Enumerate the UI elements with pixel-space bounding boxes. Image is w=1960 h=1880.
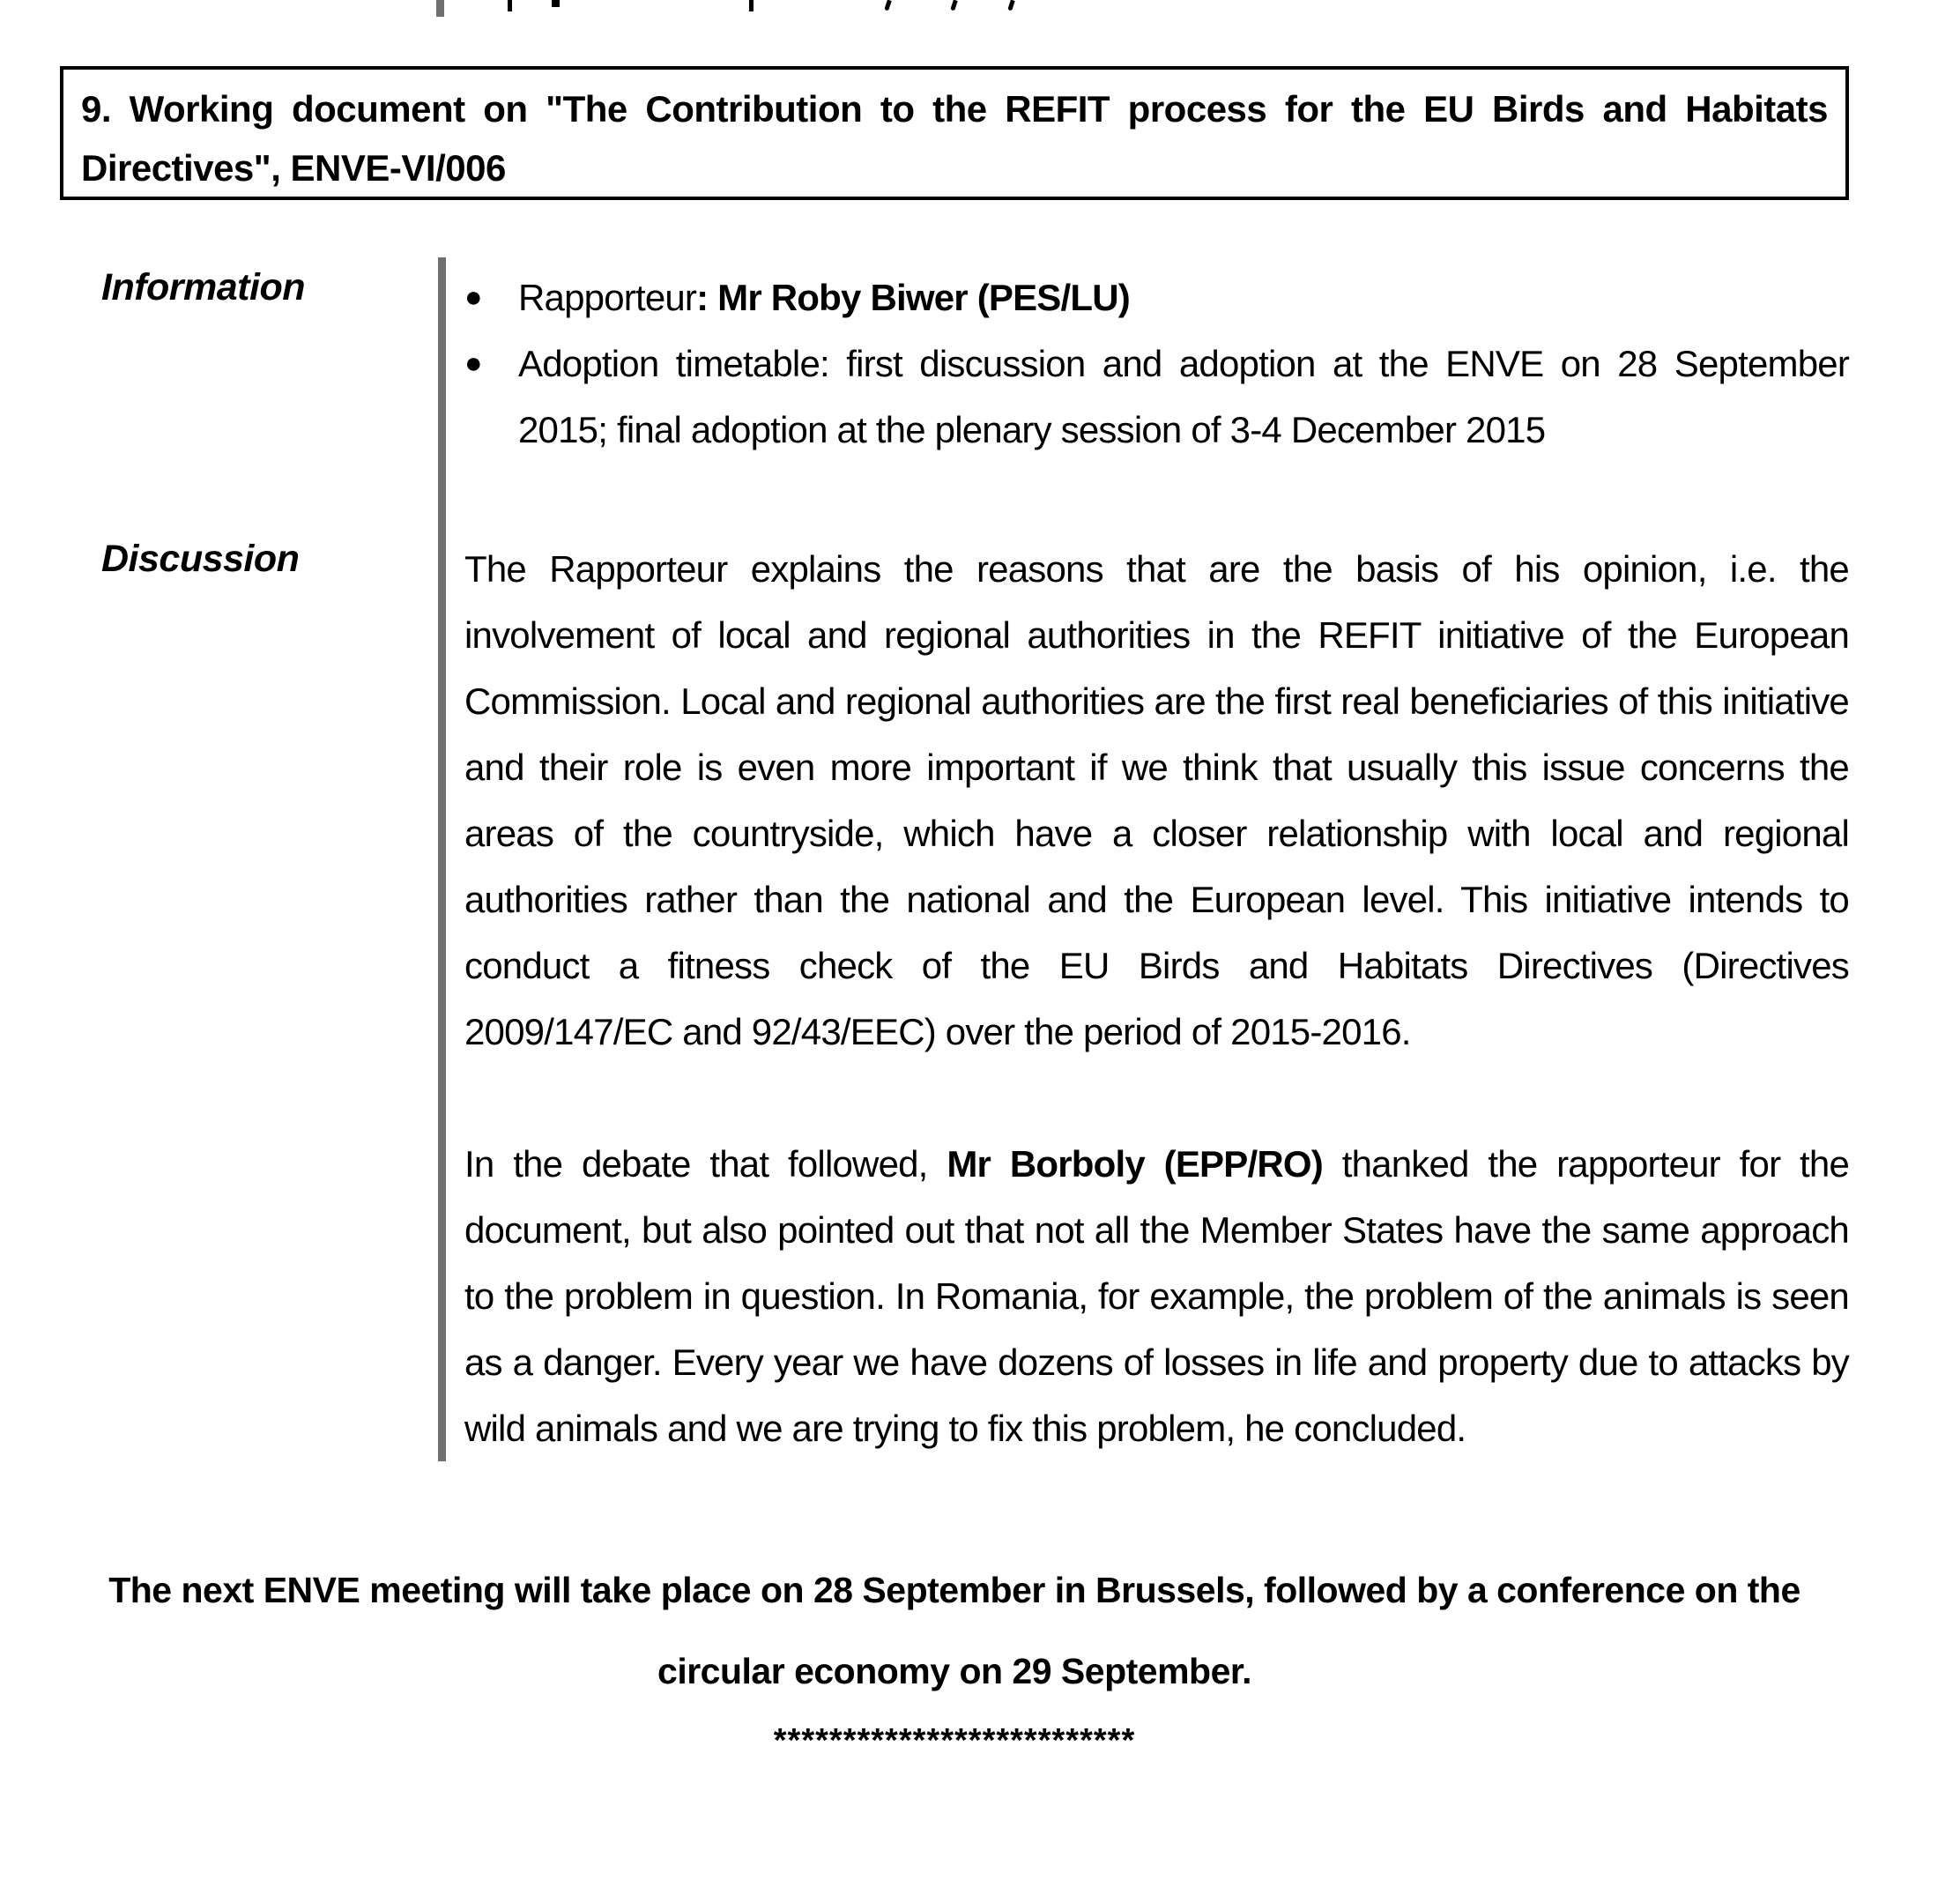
section-vertical-rule-cutoff	[436, 0, 444, 17]
asterisk-separator: **************************	[773, 1722, 1136, 1759]
cut-text-fragment	[1007, 0, 1014, 11]
cut-text-fragment	[749, 0, 754, 11]
next-meeting-notice: The next ENVE meeting will take place on 28 September in Brussels, followed by a conference on the circular economy on 29 September.	[108, 1570, 1800, 1691]
bullet-icon: ●	[464, 280, 482, 314]
agenda-item-heading: 9. Working document on "The Contribution to the REFIT process for the EU Birds and Habitats Directives", ENVE-VI/006	[60, 66, 1849, 200]
section-vertical-rule	[438, 257, 446, 1461]
discussion-paragraph	[464, 536, 1849, 1065]
cut-off-previous-line	[0, 0, 1960, 18]
bullet-icon: ●	[464, 346, 482, 380]
cut-text-fragment	[950, 0, 957, 11]
discussion-content	[446, 529, 1849, 1461]
paragraph-text: The Rapporteur explains the reasons that are the basis of his opinion, i.e. the involvement of local and regional authorities in the REFIT initiative of the European Commission. Local and regional authorities are the first real beneficiaries of this initiative and their role is even more important if we think that usually this issue concerns the areas of the countryside, which have a closer relationship with local and regional authorities rather than the national and the European level. This initiative intends to conduct a fitness check of the EU Birds and Habitats Directives (Directives 2009/147/EC and 92/43/EEC) over the period of 2015-2016.	[464, 548, 1849, 1052]
cut-text-fragment	[884, 0, 891, 11]
closing-block	[60, 1549, 1849, 1760]
discussion-section-row	[60, 529, 1849, 1461]
adoption-timetable-line: Adoption timetable: first discussion and adoption at the ENVE on 28 September 2015; final adoption at the plenary session of 3-4 December 2015	[518, 343, 1849, 450]
list-item	[464, 264, 1849, 331]
speaker-name: Mr Borboly (EPP/RO)	[947, 1143, 1323, 1185]
cut-text-fragment	[508, 0, 512, 11]
list-item	[464, 331, 1849, 463]
rapporteur-label: Rapporteur	[518, 277, 697, 318]
cut-text-fragment	[552, 0, 560, 7]
paragraph-text: thanked the rapporteur for the document, but also pointed out that not all the Member States have the same approach to the problem in question. In Romania, for example, the problem of the animals is seen as a danger. Every year we have dozens of losses in life and property due to attacks by wild animals and we are trying to fix this problem, he concluded.	[464, 1143, 1850, 1449]
section-label-discussion: Discussion	[101, 538, 300, 580]
minutes-sections	[60, 257, 1849, 1461]
discussion-paragraph	[464, 1131, 1849, 1461]
rapporteur-name: : Mr Roby Biwer (PES/LU)	[696, 277, 1130, 318]
information-content	[446, 257, 1849, 463]
paragraph-text: In the debate that followed,	[464, 1143, 947, 1185]
information-section-row	[60, 257, 1849, 463]
section-label-information: Information	[101, 266, 305, 308]
rapporteur-line	[518, 264, 1849, 331]
